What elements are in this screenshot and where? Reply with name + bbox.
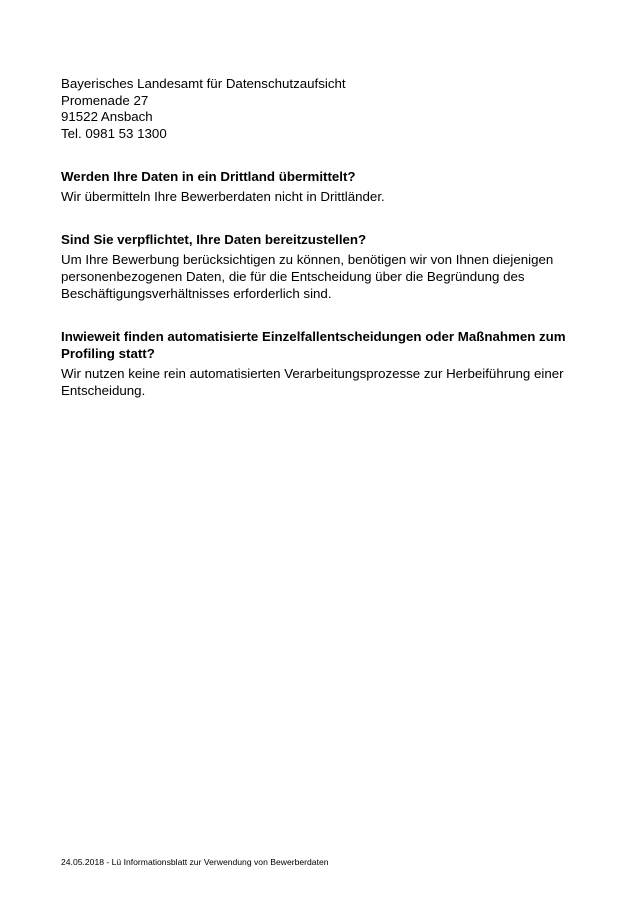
address-street: Promenade 27 (61, 92, 149, 108)
page-footer: 24.05.2018 - Lü Informationsblatt zur Verwendung von Bewerberdaten (61, 857, 329, 867)
section-body: Um Ihre Bewerbung berücksichtigen zu können, benötigen wir von Ihnen diejenigen personenbezogenen Daten, die für die Entscheidung über die Begründung des Beschäftigungsverhältnisses erforderlich sind. (61, 252, 554, 301)
address-phone: Tel. 0981 53 1300 (61, 125, 167, 141)
address-city: 91522 Ansbach (61, 109, 153, 124)
authority-address (61, 76, 581, 142)
section-obligation (61, 231, 581, 302)
section-heading: Werden Ihre Daten in ein Drittland übermittelt? (61, 169, 356, 184)
section-body: Wir nutzen keine rein automatisierten Verarbeitungsprozesse zur Herbeiführung einer Entscheidung. (61, 366, 564, 398)
page-content (61, 76, 581, 399)
section-heading: Inwieweit finden automatisierte Einzelfallentscheidungen oder Maßnahmen zum Profiling statt? (61, 329, 566, 361)
section-heading: Sind Sie verpflichtet, Ihre Daten bereitzustellen? (61, 232, 367, 247)
section-third-country (61, 168, 581, 205)
section-body: Wir übermitteln Ihre Bewerberdaten nicht in Drittländer. (61, 189, 385, 204)
section-automated-decisions (61, 328, 581, 399)
address-name: Bayerisches Landesamt für Datenschutzaufsicht (61, 76, 346, 91)
